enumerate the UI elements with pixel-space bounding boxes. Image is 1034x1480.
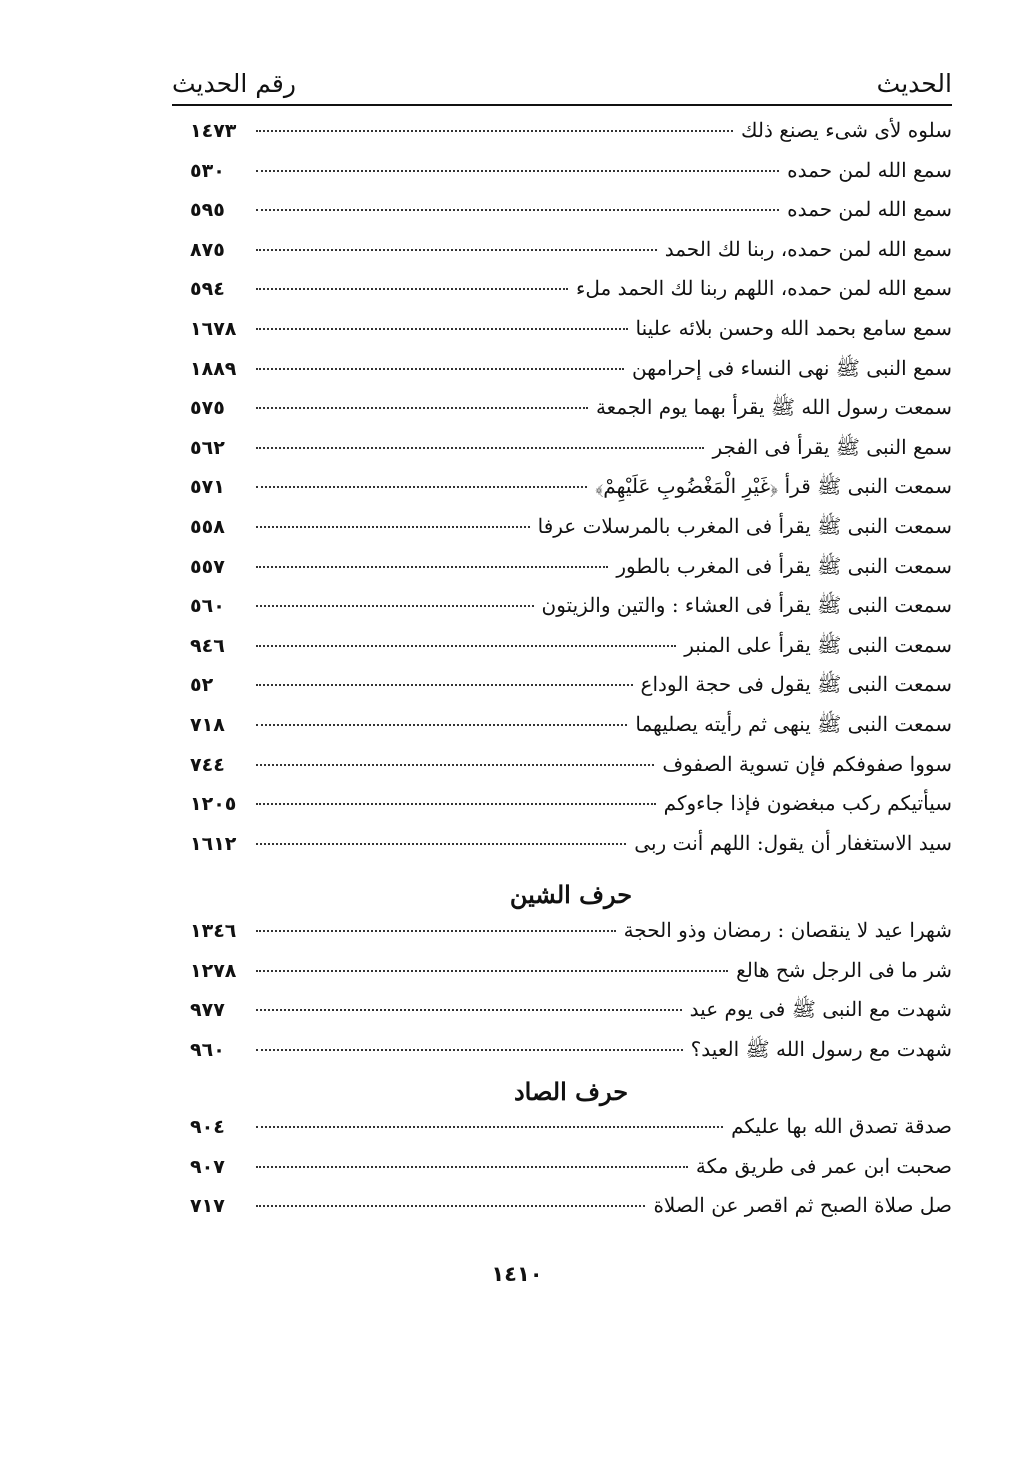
hadith-number: ٥٧٥ (190, 397, 225, 420)
hadith-number: ٥٦٢ (190, 436, 225, 459)
list-item (190, 633, 952, 673)
leader-dots (256, 1049, 683, 1051)
hadith-number: ١٣٤٦ (190, 920, 237, 942)
hadith-text: سمع الله لمن حمده، ربنا لك الحمد (664, 236, 952, 261)
list-item (190, 752, 952, 792)
list-item (190, 1114, 952, 1154)
leader-dots (256, 1166, 688, 1168)
hadith-text: سيأتيكم ركب مبغضون فإذا جاءوكم (663, 791, 952, 816)
leader-dots (256, 605, 534, 607)
list-item (190, 474, 952, 514)
list-item (190, 356, 952, 396)
list-item (190, 672, 952, 712)
list-item (190, 158, 952, 198)
hadith-text: سمعت النبى ﷺ قرأ ﴿غَيْرِ الْمَغْضُوبِ عَلَيْهِمْ﴾ (595, 474, 952, 499)
index-list-sad (190, 1114, 952, 1233)
list-item (190, 831, 952, 871)
list-item (190, 514, 952, 554)
list-item (190, 118, 952, 158)
hadith-text: صل صلاة الصبح ثم اقصر عن الصلاة (653, 1193, 952, 1218)
index-list-shin (190, 918, 952, 1076)
hadith-text: شهدت مع رسول الله ﷺ العيد؟ (690, 1036, 952, 1061)
list-item (190, 554, 952, 594)
hadith-number: ٥٦٠ (190, 595, 225, 618)
hadith-text: سمعت النبى ﷺ يقول فى حجة الوداع (640, 672, 952, 697)
leader-dots (256, 1126, 723, 1128)
list-item (190, 395, 952, 435)
hadith-text: سمعت النبى ﷺ ينهى ثم رأيته يصليهما (635, 711, 952, 736)
hadith-number: ٨٧٥ (190, 238, 225, 261)
leader-dots (256, 1009, 682, 1011)
leader-dots (256, 526, 530, 528)
list-item (190, 593, 952, 633)
list-item (190, 791, 952, 831)
hadith-text: سمع النبى ﷺ يقرأ فى الفجر (712, 434, 952, 459)
hadith-text: سمعت رسول الله ﷺ يقرأ بهما يوم الجمعة (595, 395, 952, 420)
hadith-number: ١٨٨٩ (190, 357, 237, 380)
page-header (172, 58, 952, 106)
leader-dots (256, 130, 733, 132)
hadith-text: سلوه لأى شىء يصنع ذلك (741, 118, 952, 142)
hadith-number: ١٤٧٣ (190, 120, 237, 142)
hadith-text: صدقة تصدق الله بها عليكم (731, 1114, 952, 1138)
hadith-number: ٩٧٧ (190, 999, 225, 1022)
hadith-number: ٥٥٧ (190, 555, 225, 578)
leader-dots (256, 209, 779, 211)
leader-dots (256, 1205, 645, 1207)
list-item (190, 958, 952, 998)
section-heading-sad: حرف الصاد (513, 1077, 629, 1106)
hadith-text: سمع سامع بحمد الله وحسن بلائه علينا (635, 315, 952, 340)
header-number-label: رقم الحديث (172, 69, 296, 98)
list-item (190, 197, 952, 237)
hadith-text: سيد الاستغفار أن يقول: اللهم أنت ربى (634, 830, 952, 855)
hadith-number: ٧١٧ (190, 1195, 225, 1218)
hadith-number: ٥٢ (190, 674, 214, 697)
hadith-number: ٩٠٤ (190, 1116, 225, 1138)
list-item (190, 712, 952, 752)
hadith-text: سمع النبى ﷺ نهى النساء فى إحرامهن (631, 355, 952, 380)
leader-dots (256, 930, 616, 932)
hadith-text: شهرا عيد لا ينقصان : رمضان وذو الحجة (623, 918, 952, 942)
leader-dots (256, 170, 779, 172)
leader-dots (256, 249, 657, 251)
hadith-text: سمعت النبى ﷺ يقرأ فى المغرب بالطور (616, 553, 952, 578)
hadith-number: ٩٠٧ (190, 1155, 225, 1178)
hadith-number: ٧٤٤ (190, 753, 225, 776)
hadith-number: ٩٦٠ (190, 1038, 225, 1061)
hadith-text: سمعت النبى ﷺ يقرأ فى المغرب بالمرسلات عرفا (537, 513, 952, 538)
header-hadith-label: الحديث (876, 69, 952, 98)
leader-dots (256, 843, 626, 845)
hadith-text: سمعت النبى ﷺ يقرأ فى العشاء : والتين والزيتون (541, 593, 952, 618)
list-item (190, 435, 952, 475)
hadith-text: سمعت النبى ﷺ يقرأ على المنبر (684, 632, 952, 657)
hadith-text: سمع الله لمن حمده (787, 197, 952, 222)
leader-dots (256, 645, 676, 647)
leader-dots (256, 407, 588, 409)
page-number: ١٤١٠ (491, 1262, 543, 1286)
hadith-text: شر ما فى الرجل شح هالع (736, 957, 952, 982)
list-item (190, 1154, 952, 1194)
list-item (190, 918, 952, 958)
hadith-number: ٥٩٤ (190, 278, 225, 301)
leader-dots (256, 447, 704, 449)
leader-dots (256, 764, 654, 766)
hadith-text: سمع الله لمن حمده، اللهم ربنا لك الحمد ملء (575, 276, 952, 301)
hadith-text: صحبت ابن عمر فى طريق مكة (695, 1153, 952, 1178)
list-item (190, 276, 952, 316)
leader-dots (256, 486, 587, 488)
leader-dots (256, 288, 568, 290)
hadith-number: ١٦١٢ (190, 832, 237, 855)
hadith-text: سمع الله لمن حمده (787, 157, 952, 182)
list-item (190, 1037, 952, 1077)
leader-dots (256, 803, 656, 805)
index-list-sin (190, 118, 952, 870)
hadith-text: سووا صفوفكم فإن تسوية الصفوف (662, 751, 952, 776)
hadith-number: ٥٧١ (190, 476, 225, 499)
section-heading-shin: حرف الشين (509, 880, 633, 909)
leader-dots (256, 724, 627, 726)
list-item (190, 316, 952, 356)
hadith-number: ١٢٠٥ (190, 793, 237, 816)
hadith-number: ٥٩٥ (190, 199, 225, 222)
hadith-text: شهدت مع النبى ﷺ فى يوم عيد (689, 997, 952, 1022)
list-item (190, 997, 952, 1037)
hadith-number: ٥٥٨ (190, 515, 225, 538)
hadith-number: ٩٤٦ (190, 634, 225, 657)
hadith-number: ١٢٧٨ (190, 959, 237, 982)
leader-dots (256, 368, 624, 370)
list-item (190, 237, 952, 277)
list-item (190, 1193, 952, 1233)
leader-dots (256, 970, 728, 972)
leader-dots (256, 328, 628, 330)
leader-dots (256, 566, 608, 568)
hadith-number: ٥٣٠ (190, 159, 225, 182)
hadith-number: ١٦٧٨ (190, 317, 237, 340)
leader-dots (256, 684, 633, 686)
hadith-number: ٧١٨ (190, 713, 225, 736)
